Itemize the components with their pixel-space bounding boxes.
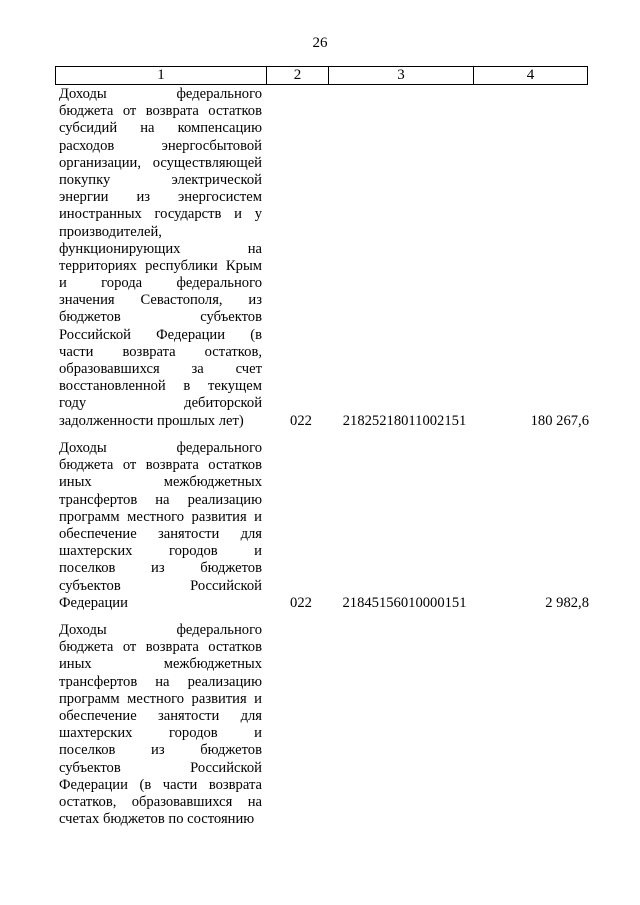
description-line: субъектов Российской (59, 577, 262, 594)
description-line: Доходы федерального (59, 440, 262, 456)
description-line: иных межбюджетных (59, 656, 262, 673)
budget-classification-code: 21825218011002151 (342, 412, 467, 429)
description-line: трансфертов на реализацию (59, 491, 262, 508)
column-header-4: 4 (526, 67, 535, 83)
description-line: бюджета от возврата остатков (59, 103, 262, 120)
description-line: производителей, (59, 223, 162, 240)
row-description (59, 622, 262, 828)
description-line: шахтерских городов и (59, 725, 262, 742)
description-line: году дебиторской (59, 395, 262, 412)
description-line: трансфертов на реализацию (59, 673, 262, 690)
description-line: шахтерских городов и (59, 543, 262, 560)
description-line: Доходы федерального (59, 86, 262, 102)
description-line: бюджета от возврата остатков (59, 457, 262, 474)
description-line: задолженности прошлых лет) (59, 412, 244, 429)
description-line: иных межбюджетных (59, 474, 262, 491)
row-description (59, 440, 262, 612)
admin-code: 022 (290, 594, 312, 611)
description-line: программ местного развития и (59, 508, 262, 525)
table-row (59, 622, 589, 828)
column-header-3: 3 (329, 67, 474, 84)
description-line: бюджетов субъектов (59, 309, 262, 326)
admin-code: 022 (290, 412, 312, 429)
description-line: территориях республики Крым (59, 257, 262, 274)
description-line: обеспечение занятости для (59, 707, 262, 724)
description-line: поселков из бюджетов (59, 560, 262, 577)
description-line: образовавшихся за счет (59, 361, 262, 377)
description-line: Доходы федерального (59, 622, 262, 638)
row-description (59, 86, 262, 430)
budget-classification-code: 21845156010000151 (342, 594, 467, 611)
amount: 2 982,8 (545, 594, 589, 611)
table-row (59, 86, 589, 430)
amount: 180 267,6 (530, 412, 589, 429)
description-line: значения Севастополя, из (59, 292, 262, 309)
description-line: покупку электрической (59, 171, 262, 188)
description-line: субъектов Российской (59, 759, 262, 776)
page-number: 26 (312, 35, 328, 51)
description-line: и города федерального (59, 275, 262, 292)
description-line: счетах бюджетов по состоянию (59, 811, 255, 828)
column-header-2: 2 (267, 67, 329, 84)
description-line: поселков из бюджетов (59, 742, 262, 759)
description-line: Федерации (в части возврата (59, 776, 262, 793)
description-line: восстановленной в текущем (59, 378, 262, 395)
description-line: программ местного развития и (59, 690, 262, 707)
description-line: остатков, образовавшихся на (59, 793, 262, 810)
table-header (55, 66, 588, 85)
description-line: организации, осуществляющей (59, 154, 262, 171)
description-line: бюджета от возврата остатков (59, 639, 262, 656)
description-line: части возврата остатков, (59, 343, 262, 360)
description-line: энергии из энергосистем (59, 189, 262, 206)
description-line: расходов энергосбытовой (59, 137, 262, 154)
column-header-1: 1 (56, 67, 267, 84)
description-line: субсидий на компенсацию (59, 120, 262, 137)
description-line: Федерации (59, 594, 128, 611)
description-line: иностранных государств и у (59, 206, 262, 223)
description-line: Российской Федерации (в (59, 326, 262, 343)
table-row (59, 440, 589, 612)
description-line: обеспечение занятости для (59, 525, 262, 542)
description-line: функционирующих на (59, 240, 262, 257)
